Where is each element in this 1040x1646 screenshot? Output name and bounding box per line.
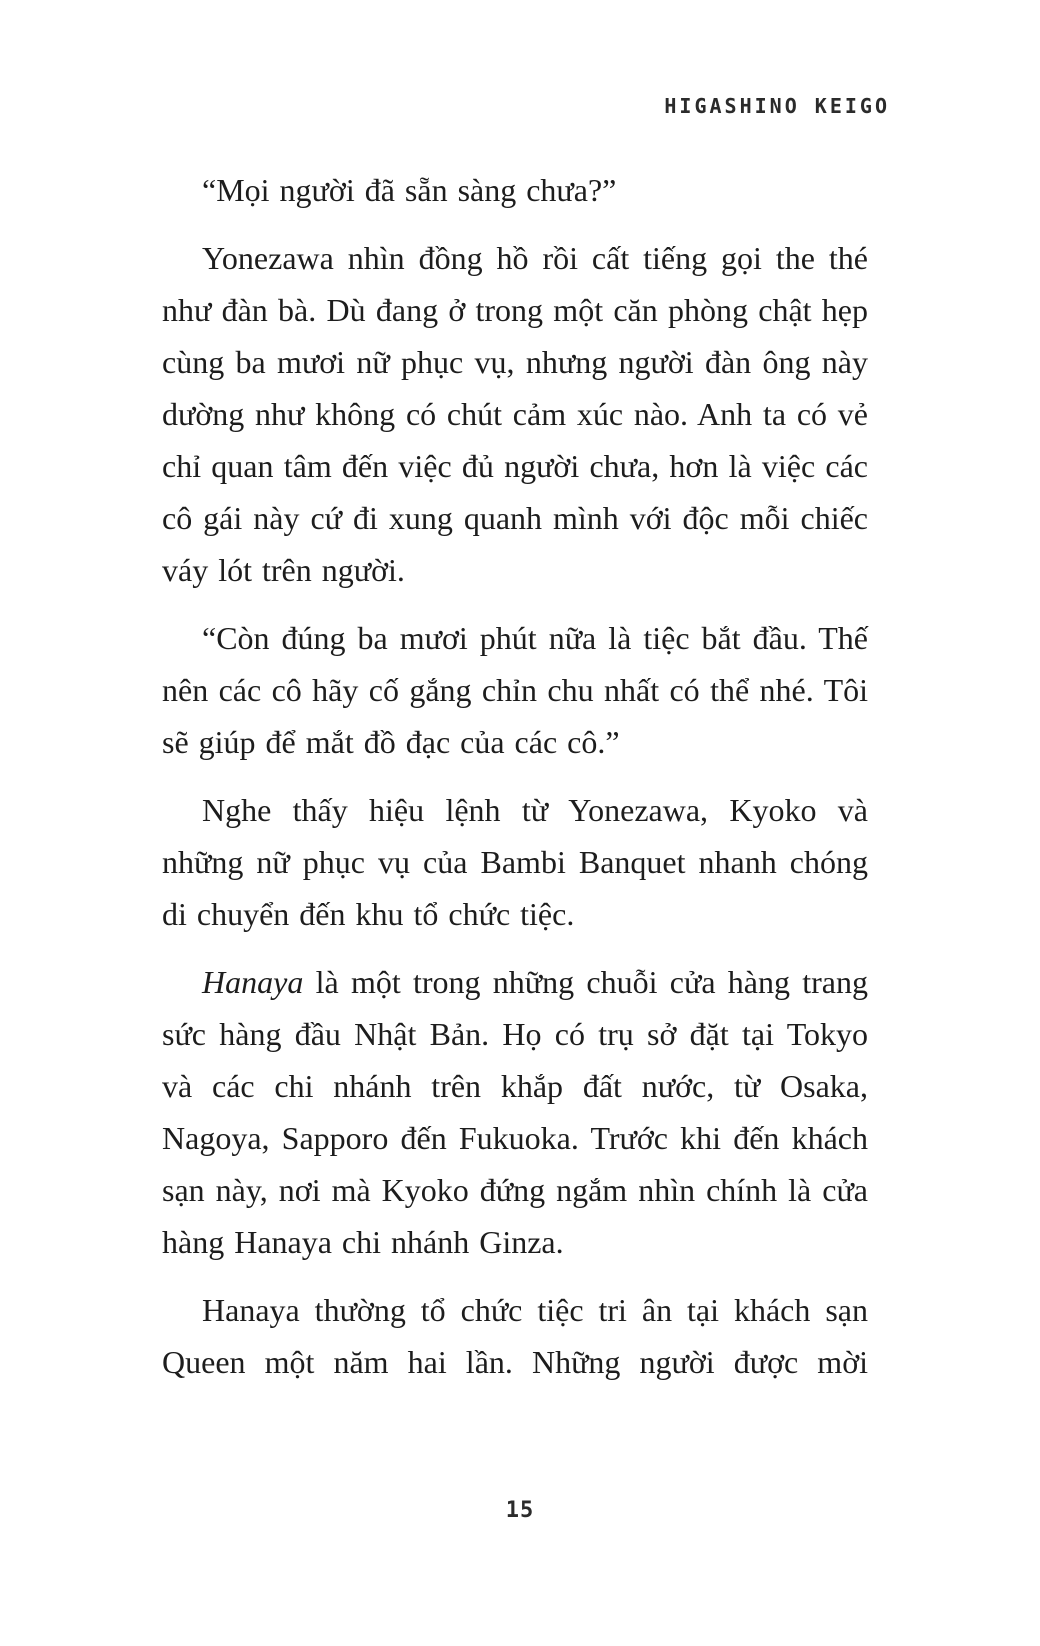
paragraph-dialogue-1: “Mọi người đã sẵn sàng chưa?” — [202, 172, 617, 208]
paragraph-narration-5-text: là một trong những chuỗi cửa hàng trang sức hàng đầu Nhật Bản. Họ có trụ sở đặt tại Tokyo và các chi nhánh trên khắp đất nước, từ Osaka, Nagoya, Sapporo đến Fukuoka. Trước khi đến khách sạn này, nơi mà Kyoko đứng ngắm nhìn chính là cửa hàng Hanaya chi nhánh Ginza. — [162, 964, 868, 1260]
brand-name-italic: Hanaya — [202, 964, 304, 1000]
running-header-author: HIGASHINO KEIGO — [664, 94, 890, 118]
paragraph-narration-2: Yonezawa nhìn đồng hồ rồi cất tiếng gọi the thé như đàn bà. Dù đang ở trong một căn phòng chật hẹp cùng ba mươi nữ phục vụ, nhưng người đàn ông này dường như không có chút cảm xúc nào. Anh ta có vẻ chỉ quan tâm đến việc đủ người chưa, hơn là việc các cô gái này cứ đi xung quanh mình với độc mỗi chiếc váy lót trên người. — [162, 240, 868, 588]
paragraph-dialogue-3: “Còn đúng ba mươi phút nữa là tiệc bắt đầu. Thế nên các cô hãy cố gắng chỉn chu nhất có thể nhé. Tôi sẽ giúp để mắt đồ đạc của các cô.” — [162, 620, 868, 760]
paragraph-narration-6: Hanaya thường tổ chức tiệc tri ân tại khách sạn Queen một năm hai lần. Những người được mời — [162, 1292, 868, 1380]
page-body — [162, 164, 868, 1404]
paragraph-narration-5 — [162, 956, 868, 1268]
paragraph-narration-4: Nghe thấy hiệu lệnh từ Yonezawa, Kyoko và những nữ phục vụ của Bambi Banquet nhanh chóng di chuyển đến khu tổ chức tiệc. — [162, 792, 868, 932]
page-number: 15 — [505, 1498, 535, 1523]
